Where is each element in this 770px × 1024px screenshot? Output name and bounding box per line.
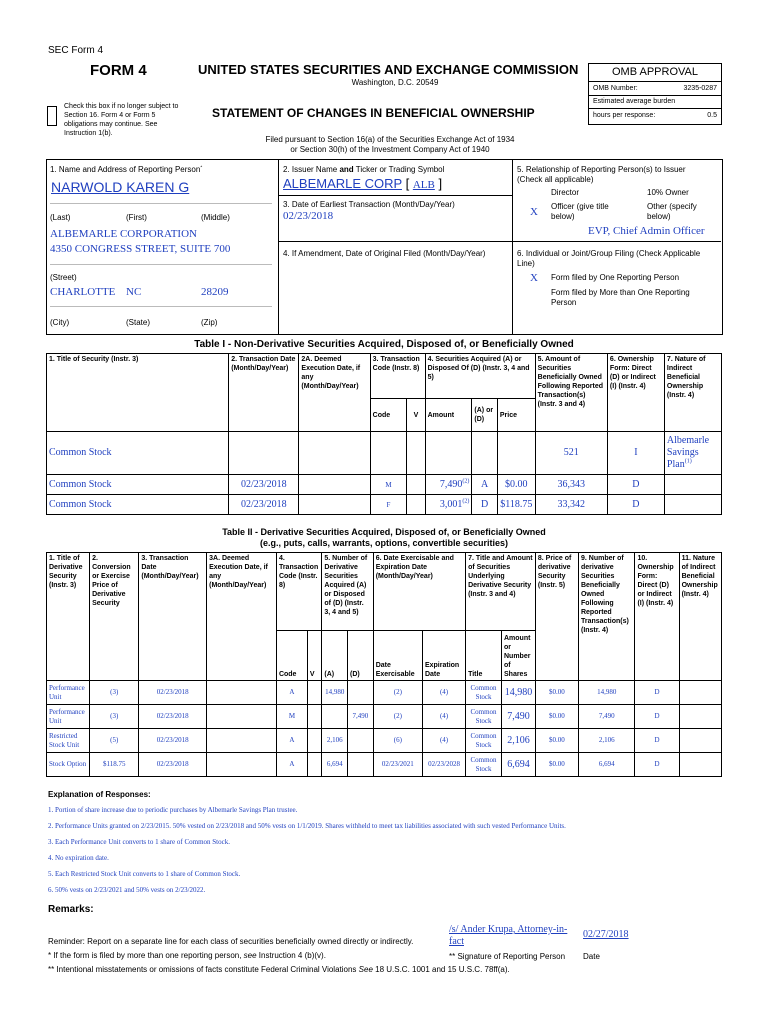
- city-value: CHARLOTTE: [50, 286, 116, 298]
- statement-title: STATEMENT OF CHANGES IN BENEFICIAL OWNERSHIP: [212, 106, 535, 120]
- reminder: Reminder: Report on a separate line for each class of securities beneficially owned directly or indirectly.: [48, 937, 414, 946]
- t2-h3a: 3A. Deemed Execution Date, if any (Month/Day/Year): [207, 553, 277, 681]
- footnote-1: 1. Portion of share increase due to periodic purchases by Albemarle Savings Plan trustee.: [48, 806, 298, 814]
- box1-label: 1. Name and Address of Reporting Person*: [50, 165, 203, 174]
- t2-h11: 11. Nature of Indirect Beneficial Ownership (Instr. 4): [679, 553, 721, 681]
- explanation-title: Explanation of Responses:: [48, 790, 151, 799]
- t1-h4: 4. Securities Acquired (A) or Disposed Of (D) (Instr. 3, 4 and 5): [425, 354, 535, 399]
- state-value: NC: [126, 286, 142, 298]
- table2-title: Table II - Derivative Securities Acquired, Disposed of, or Beneficially Owned: [222, 527, 546, 537]
- t1-ad: (A) or (D): [472, 399, 497, 432]
- t1-amount: Amount: [425, 399, 472, 432]
- t1-h2a: 2A. Deemed Execution Date, if any (Month/Day/Year): [299, 354, 370, 432]
- t2-h10: 10. Ownership Form: Direct (D) or Indirect (I) (Instr. 4): [635, 553, 679, 681]
- box4-label: 4. If Amendment, Date of Original Filed (Month/Day/Year): [283, 249, 486, 258]
- one-person-label: Form filed by One Reporting Person: [551, 273, 680, 282]
- table-row: Performance Unit (3) 02/23/2018 A 14,980 (2) (4) Common Stock 14,980 $0.00 14,980 D: [47, 681, 722, 705]
- t1-h6: 6. Ownership Form: Direct (D) or Indirect (I) (Instr. 4): [607, 354, 664, 432]
- street-label: (Street): [50, 273, 77, 282]
- other-label: Other (specify below): [647, 202, 697, 221]
- t1-h3: 3. Transaction Code (Instr. 8): [370, 354, 425, 399]
- filed-line-1: Filed pursuant to Section 16(a) of the Securities Exchange Act of 1934: [265, 135, 515, 144]
- box6-label: 6. Individual or Joint/Group Filing (Check Applicable Line): [517, 249, 701, 268]
- signature-date: 02/27/2018: [583, 929, 629, 940]
- table1-title: Table I - Non-Derivative Securities Acquired, Disposed of, or Beneficially Owned: [194, 339, 574, 350]
- footnote-2: 2. Performance Units granted on 2/23/2015. 50% vested on 2/23/2018 and 50% vests on 1/1/2019. Shares withheld to meet tax liabilities associated with such vested Performance Units.: [48, 822, 566, 830]
- footnote-4: 4. No expiration date.: [48, 854, 109, 862]
- box2-label: 2. Issuer Name and Ticker or Trading Symbol: [283, 165, 445, 174]
- omb-title: OMB APPROVAL: [589, 64, 721, 82]
- reporting-person-name[interactable]: NARWOLD KAREN G: [51, 179, 190, 195]
- table2-subtitle: (e.g., puts, calls, warrants, options, convertible securities): [259, 538, 509, 548]
- ticker-symbol[interactable]: ALB: [412, 179, 435, 191]
- omb-burden-label: Estimated average burden: [589, 96, 721, 109]
- filed-line-2: or Section 30(h) of the Investment Company Act of 1940: [290, 145, 490, 154]
- officer-title: EVP, Chief Admin Officer: [588, 225, 705, 237]
- t2-h4: 4. Transaction Code (Instr. 8): [276, 553, 321, 631]
- t2-title: Title: [466, 631, 502, 681]
- omb-hours-label: hours per response:: [593, 112, 656, 119]
- omb-box: [588, 63, 722, 125]
- first-label: (First): [126, 213, 147, 222]
- t1-code: Code: [370, 399, 407, 432]
- more-persons-label: Form filed by More than One Reporting Person: [551, 288, 690, 307]
- box3-label: 3. Date of Earliest Transaction (Month/Day/Year): [283, 200, 455, 209]
- one-person-checkmark: X: [530, 272, 538, 284]
- t1-price: Price: [497, 399, 535, 432]
- state-label: (State): [126, 318, 151, 327]
- issuer: ALBEMARLE CORP [ ALB ]: [283, 176, 443, 191]
- officer-label: Officer (give title below): [551, 202, 609, 221]
- address-line-1: ALBEMARLE CORPORATION: [50, 228, 197, 240]
- checkbox-text: Check this box if no longer subject to Section 16. Form 4 or Form 5 obligations may continue. See Instruction 1(b).: [64, 103, 179, 137]
- t2-code: Code: [276, 631, 307, 681]
- sec-form-label: SEC Form 4: [48, 45, 104, 56]
- t2-h9: 9. Number of derivative Securities Beneficially Owned Following Reported Transaction(s) (Instr. 4): [578, 553, 634, 681]
- footnote-5: 5. Each Restricted Stock Unit converts to 1 share of Common Stock.: [48, 870, 241, 878]
- t2-h1: 1. Title of Derivative Security (Instr. 3): [47, 553, 90, 681]
- table-row: Stock Option $118.75 02/23/2018 A 6,694 02/23/2021 02/23/2028 Common Stock 6,694 $0.00 6,694 D: [47, 753, 722, 777]
- zip-label: (Zip): [201, 318, 218, 327]
- table-row: Restricted Stock Unit (5) 02/23/2018 A 2,106 (6) (4) Common Stock 2,106 $0.00 2,106 D: [47, 729, 722, 753]
- footnote-6: 6. 50% vests on 2/23/2021 and 50% vests on 2/23/2022.: [48, 886, 206, 894]
- form-title: FORM 4: [90, 62, 147, 79]
- table-row: Common Stock 02/23/2018 M 7,490$^{(2)}$ A $0.00 36,343 D: [47, 475, 722, 495]
- box5-label: 5. Relationship of Reporting Person(s) to Issuer: [517, 165, 686, 174]
- omb-hours: 0.5: [707, 112, 717, 119]
- t2-expiration: Expiration Date: [422, 631, 465, 681]
- last-label: (Last): [50, 213, 71, 222]
- t1-h7: 7. Nature of Indirect Beneficial Ownership (Instr. 4): [664, 354, 721, 432]
- signature: /s/ Ander Krupa, Attorney-in-fact: [449, 924, 568, 947]
- table-row: Common Stock 521 I Albemarle Savings Plan$^{(1)}$: [47, 432, 722, 475]
- t1-h2: 2. Transaction Date (Month/Day/Year): [229, 354, 299, 432]
- t2-h5: 5. Number of Derivative Securities Acquired (A) or Disposed of (D) (Instr. 3, 4 and 5): [322, 553, 373, 631]
- t2-v: V: [307, 631, 321, 681]
- footer-note-1: * If the form is filed by more than one reporting person, see Instruction 4 (b)(v).: [48, 951, 326, 960]
- non-derivative-table: [46, 353, 722, 515]
- box5-sub: (Check all applicable): [517, 175, 594, 184]
- table-row: Common Stock 02/23/2018 F 3,001$^{(2)}$ D $118.75 33,342 D: [47, 495, 722, 515]
- t2-h8: 8. Price of derivative Security (Instr. 5): [535, 553, 578, 681]
- remarks-title: Remarks:: [48, 904, 94, 915]
- middle-label: (Middle): [201, 213, 230, 222]
- date-label: Date: [583, 952, 600, 961]
- t1-h5: 5. Amount of Securities Beneficially Owned Following Reported Transaction(s) (Instr. 3 and 4): [535, 354, 607, 432]
- t2-exercisable: Date Exercisable: [373, 631, 422, 681]
- footnote-3: 3. Each Performance Unit converts to 1 share of Common Stock.: [48, 838, 230, 846]
- t2-d: (D): [348, 631, 374, 681]
- omb-number: 3235-0287: [683, 85, 717, 92]
- director-label: Director: [551, 188, 580, 197]
- t2-shares: Amount or Number of Shares: [502, 631, 536, 681]
- location: Washington, D.C. 20549: [351, 78, 439, 87]
- t1-v: V: [407, 399, 425, 432]
- officer-checkmark: X: [530, 206, 538, 218]
- signature-label: ** Signature of Reporting Person: [449, 952, 566, 961]
- zip-value: 28209: [201, 286, 229, 298]
- t2-h2: 2. Conversion or Exercise Price of Derivative Security: [90, 553, 139, 681]
- t1-h1: 1. Title of Security (Instr. 3): [47, 354, 229, 432]
- t2-h7: 7. Title and Amount of Securities Underlying Derivative Security (Instr. 3 and 4): [466, 553, 536, 631]
- commission-title: UNITED STATES SECURITIES AND EXCHANGE COMMISSION: [198, 62, 579, 77]
- no-longer-subject-checkbox[interactable]: [47, 106, 57, 126]
- t2-h6: 6. Date Exercisable and Expiration Date (Month/Day/Year): [373, 553, 465, 631]
- address-line-2: 4350 CONGRESS STREET, SUITE 700: [50, 243, 231, 255]
- city-label: (City): [50, 318, 70, 327]
- omb-number-label: OMB Number:: [593, 85, 638, 92]
- table-row: Performance Unit (3) 02/23/2018 M 7,490 (2) (4) Common Stock 7,490 $0.00 7,490 D: [47, 705, 722, 729]
- t2-a: (A): [322, 631, 348, 681]
- derivative-table: [46, 552, 722, 777]
- ten-percent-owner-label: 10% Owner: [647, 188, 689, 197]
- t2-h3: 3. Transaction Date (Month/Day/Year): [139, 553, 207, 681]
- earliest-transaction-date: 02/23/2018: [283, 210, 334, 222]
- footer-note-2: ** Intentional misstatements or omissions of facts constitute Federal Criminal Violations See 18 U.S.C. 1001 and 15 U.S.C. 78ff(a).: [48, 965, 510, 974]
- issuer-name[interactable]: ALBEMARLE CORP: [283, 176, 402, 191]
